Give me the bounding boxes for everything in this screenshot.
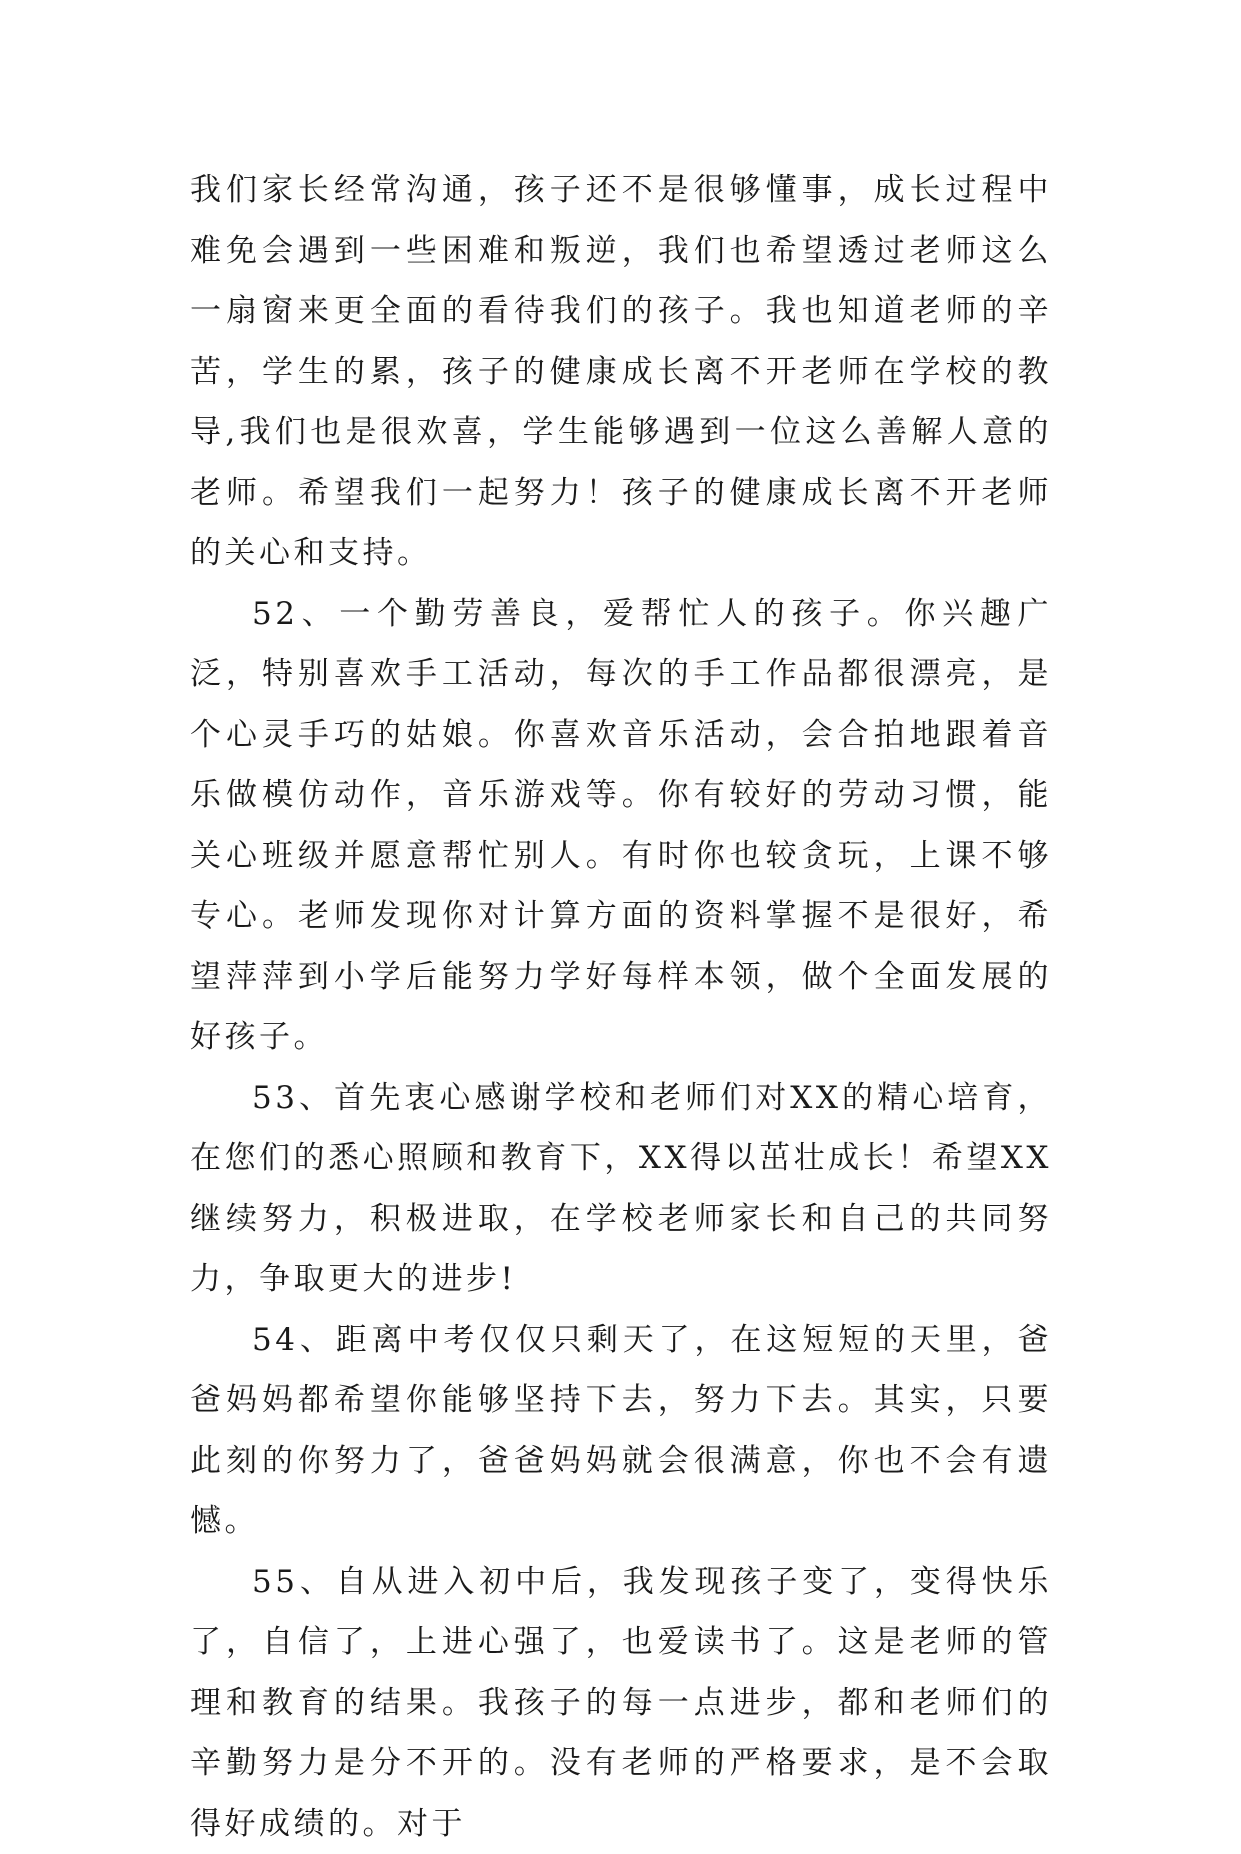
document-body [190,160,1052,1854]
paragraph-55: 55、自从进入初中后，我发现孩子变了，变得快乐了，自信了，上进心强了，也爱读书了。这是老师的管理和教育的结果。我孩子的每一点进步，都和老师们的辛勤努力是分不开的。没有老师的严格要求，是不会取得好成绩的。对于 [190,1552,1052,1854]
paragraph-53: 53、首先衷心感谢学校和老师们对XX的精心培育，在您们的悉心照顾和教育下，XX得以茁壮成长！希望XX继续努力，积极进取，在学校老师家长和自己的共同努力，争取更大的进步! [190,1068,1052,1310]
paragraph-54: 54、距离中考仅仅只剩天了，在这短短的天里，爸爸妈妈都希望你能够坚持下去，努力下去。其实，只要此刻的你努力了，爸爸妈妈就会很满意，你也不会有遗憾。 [190,1310,1052,1552]
paragraph-52: 52、一个勤劳善良，爱帮忙人的孩子。你兴趣广泛，特别喜欢手工活动，每次的手工作品都很漂亮，是个心灵手巧的姑娘。你喜欢音乐活动，会合拍地跟着音乐做模仿动作，音乐游戏等。你有较好的劳动习惯，能关心班级并愿意帮忙别人。有时你也较贪玩，上课不够专心。老师发现你对计算方面的资料掌握不是很好，希望萍萍到小学后能努力学好每样本领，做个全面发展的好孩子。 [190,584,1052,1068]
paragraph-continued: 我们家长经常沟通，孩子还不是很够懂事，成长过程中难免会遇到一些困难和叛逆，我们也希望透过老师这么一扇窗来更全面的看待我们的孩子。我也知道老师的辛苦，学生的累，孩子的健康成长离不开老师在学校的教导,我们也是很欢喜，学生能够遇到一位这么善解人意的老师。希望我们一起努力！孩子的健康成长离不开老师的关心和支持。 [190,160,1052,584]
